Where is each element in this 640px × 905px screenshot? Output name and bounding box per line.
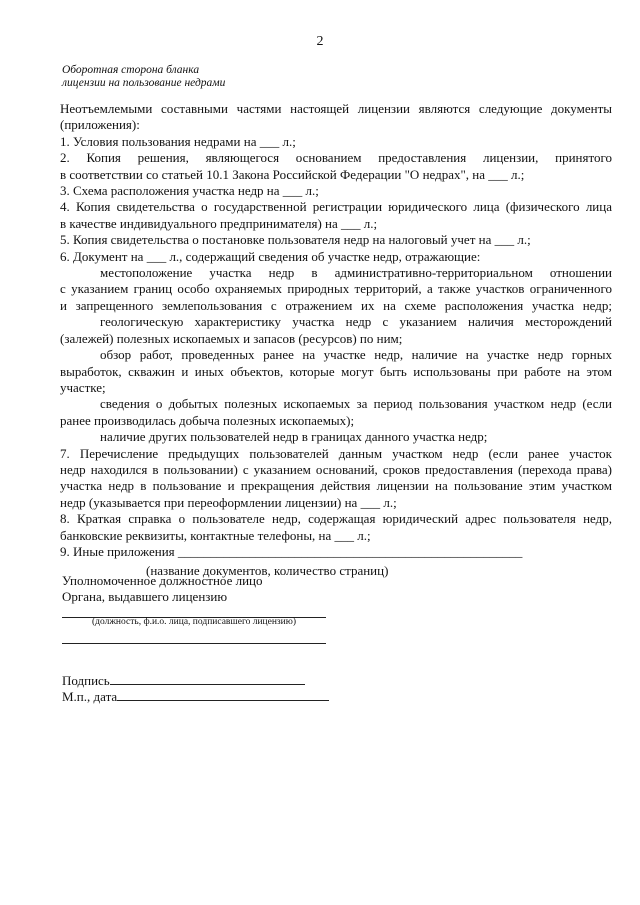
appendix-item-6-detail: участке;: [60, 379, 106, 395]
signature-line: [110, 672, 305, 685]
appendix-item-2: в соответствии со статьей 10.1 Закона Российской Федерации "О недрах", на ___ л.;: [60, 166, 525, 182]
position-line-2: [62, 643, 326, 644]
appendix-item-2: 2. Копия решения, являющегося основанием предоставления лицензии, принятого: [60, 150, 612, 166]
form-note-line: лицензии на пользование недрами: [62, 77, 226, 89]
signature-row: [62, 672, 305, 689]
intro-text: Неотъемлемыми составными частями настоящей лицензии являются следующие документы: [60, 101, 612, 116]
appendix-item-8: 8. Краткая справка о пользователе недр, содержащая юридический адрес пользователя недр,: [60, 511, 612, 527]
official-title: Уполномоченное должностное лицо: [62, 573, 263, 588]
page-number: 2: [316, 34, 324, 49]
appendix-item-6-detail: (залежей) полезных ископаемых и запасов (ресурсов) по ним;: [60, 330, 403, 346]
stamp-date-line: [117, 688, 329, 701]
appendix-item-7: недр находился в пользовании) с указанием оснований, сроков предоставления (перехода права): [60, 461, 612, 477]
appendix-item-6: 6. Документ на ___ л., содержащий сведения об участке недр, отражающие:: [60, 248, 481, 264]
appendix-item-9-caption: (название документов, количество страниц): [146, 563, 389, 579]
appendix-item-6-detail: местоположение участка недр в административно-территориальном отношении: [100, 265, 612, 281]
appendix-item-7: недр (указывается при переоформлении лицензии) на ___ л.;: [60, 494, 397, 510]
appendix-list: [60, 101, 612, 580]
stamp-date-label: М.п., дата: [62, 689, 118, 704]
issuing-authority: Органа, выдавшего лицензию: [62, 589, 228, 604]
appendix-item-6-detail: с указанием границ особо охраняемых природных территорий, а также участков ограниченного: [60, 281, 612, 297]
appendix-item-6-detail: сведения о добытых полезных ископаемых за период пользования участком недр (если: [100, 396, 612, 412]
appendix-item-6-detail: обзор работ, проведенных ранее на участке недр, наличие на участке недр горных: [100, 347, 612, 363]
signature-label: Подпись: [62, 673, 110, 688]
form-note-line: Оборотная сторона бланка: [62, 64, 200, 76]
position-caption: (должность, ф.и.о. лица, подписавшего лицензию): [92, 617, 297, 627]
appendix-item-6-detail: геологическую характеристику участка недр с указанием наличия месторождений: [100, 314, 612, 330]
appendix-item-7: участка недр в пользование и прекращения действия лицензии на пользование этим участком: [60, 478, 612, 494]
appendix-item-6-detail: ранее производилась добыча полезных ископаемых);: [60, 412, 355, 428]
authorized-official: [62, 573, 263, 605]
appendix-item-6-detail: выработок, скважин и иных объектов, которые могут быть использованы при работе на этом: [60, 363, 612, 379]
appendix-item-3: 3. Схема расположения участка недр на ___ л.;: [60, 183, 319, 199]
appendix-item-8: банковские реквизиты, контактные телефоны, на ___ л.;: [60, 527, 371, 543]
appendix-item-6-detail: наличие других пользователей недр в границах данного участка недр;: [100, 429, 488, 445]
appendix-item-7: 7. Перечисление предыдущих пользователей данным участком недр (если ранее участок: [60, 445, 612, 461]
stamp-date-row: [62, 688, 329, 705]
appendix-item-6-detail: и запрещенного землепользования с отражением их на схеме расположения участка недр;: [60, 297, 612, 313]
appendix-item-4: 4. Копия свидетельства о государственной регистрации юридического лица (физического лица: [60, 199, 612, 215]
appendix-item-5: 5. Копия свидетельства о постановке пользователя недр на налоговый учет на ___ л.;: [60, 232, 531, 248]
intro-text: (приложения):: [60, 117, 140, 133]
form-note: [62, 64, 225, 90]
appendix-item-4: в качестве индивидуального предпринимателя) на ___ л.;: [60, 215, 378, 231]
appendix-item-1: 1. Условия пользования недрами на ___ л.;: [60, 133, 296, 149]
appendix-item-9: 9. Иные приложения _____________________________________________________: [60, 543, 523, 559]
